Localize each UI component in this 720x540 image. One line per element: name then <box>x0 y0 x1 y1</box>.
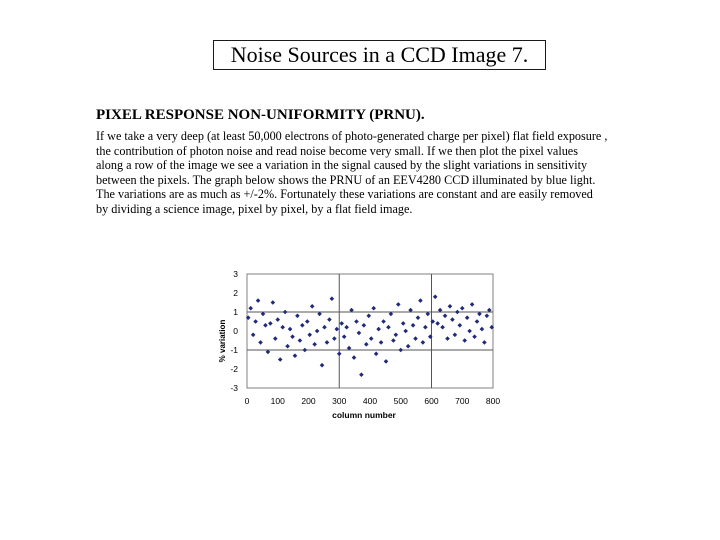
y-tick-label: 0 <box>233 326 238 336</box>
y-tick-label: 2 <box>233 288 238 298</box>
body-paragraph <box>96 129 706 217</box>
prnu-scatter-chart <box>210 262 510 428</box>
plot-area <box>247 274 493 388</box>
y-axis-title: % variation <box>218 319 227 363</box>
slide-title: Noise Sources in a CCD Image 7. <box>213 40 546 70</box>
x-tick-label: 600 <box>424 396 439 406</box>
y-tick-label: -3 <box>230 383 238 393</box>
x-tick-label: 800 <box>485 396 501 406</box>
body-line: between the pixels. The graph below shows the PRNU of an EEV4280 CCD illuminated by blue light. <box>96 172 596 187</box>
body-line: The variations are as much as +/-2%. Fortunately these variations are constant and are easily removed <box>96 187 593 202</box>
y-tick-label: 3 <box>233 269 238 279</box>
body-line: along a row of the image we see a variation in the signal caused by the slight variations in sensitivity <box>96 158 588 173</box>
x-tick-label: 500 <box>393 396 408 406</box>
y-tick-label: 1 <box>233 307 238 317</box>
x-tick-label: 100 <box>270 396 285 406</box>
x-axis-title: column number <box>332 410 396 420</box>
section-heading: PIXEL RESPONSE NON-UNIFORMITY (PRNU). <box>96 107 425 123</box>
y-tick-label: -2 <box>230 364 238 374</box>
body-line: the contribution of photon noise and read noise become very small. If we then plot the pixel values <box>96 143 578 158</box>
x-tick-label: 200 <box>301 396 316 406</box>
x-tick-label: 300 <box>332 396 347 406</box>
x-tick-label: 700 <box>455 396 470 406</box>
body-line: If we take a very deep (at least 50,000 electrons of photo-generated charge per pixel) flat field exposure , <box>96 129 608 143</box>
x-tick-label: 0 <box>244 396 250 406</box>
body-line: by dividing a science image, pixel by pixel, by a flat field image. <box>96 201 413 216</box>
x-tick-label: 400 <box>362 396 378 406</box>
y-tick-label: -1 <box>230 345 238 355</box>
